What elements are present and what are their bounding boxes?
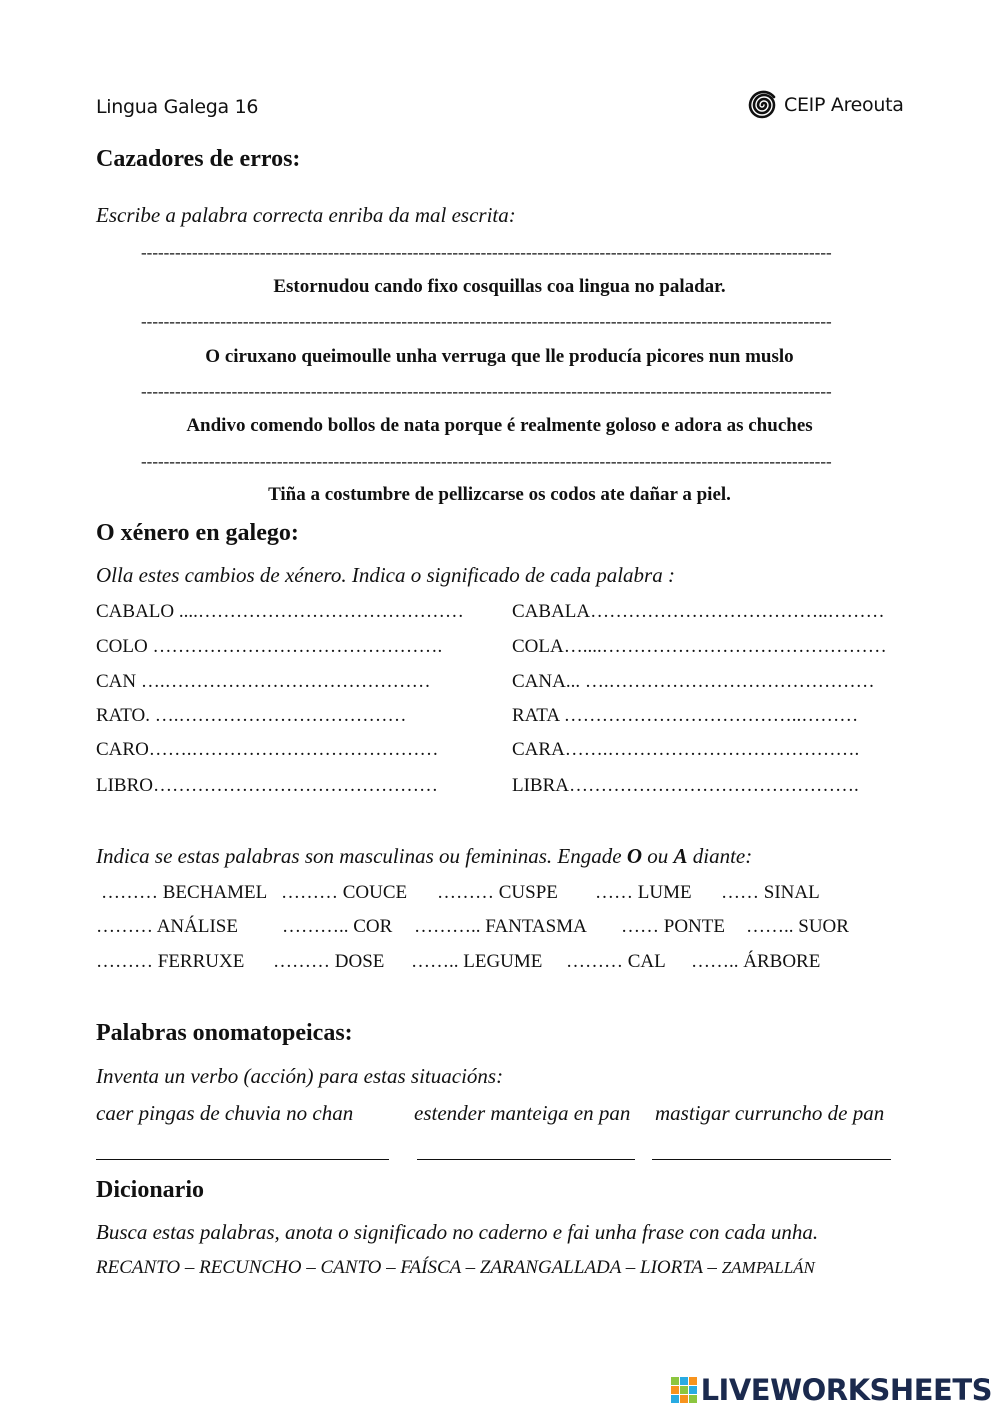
instruction-gender	[96, 844, 752, 869]
header-right: CEIP Areouta	[784, 94, 904, 116]
answer-blank-3[interactable]	[652, 1159, 891, 1160]
instruction-erros: Escribe a palabra correcta enriba da mal escrita:	[96, 203, 516, 227]
gender-word[interactable]: ……….. COR	[282, 916, 393, 937]
word-list-main: RECANTO – RECUNCHO – CANTO – FAÍSCA – ZARANGALLADA – LIORTA –	[96, 1257, 722, 1278]
section-title-dicionario: Dicionario	[96, 1177, 204, 1203]
pair-left-2[interactable]: COLO ……………………………………….	[96, 636, 443, 657]
answer-blank-2[interactable]	[417, 1159, 635, 1160]
gender-word[interactable]: …… PONTE	[621, 916, 725, 937]
liveworksheets-logo	[671, 1373, 992, 1407]
gender-word[interactable]: ……… BECHAMEL	[101, 882, 268, 903]
pair-left-3[interactable]: CAN ….……………………………………	[96, 671, 431, 692]
section-title-xenero: O xénero en galego:	[96, 520, 299, 546]
sentence-3: Andivo comendo bollos de nata porque é realmente goloso e adora as chuches	[186, 415, 813, 436]
instruction-dicionario: Busca estas palabras, anota o significado no caderno e fai unha frase con cada unha.	[96, 1220, 819, 1244]
instruction-onomatopeicas: Inventa un verbo (acción) para estas situacións:	[96, 1064, 504, 1088]
pair-right-4[interactable]: RATA ………………………………..………	[512, 705, 859, 726]
header-left: Lingua Galega 16	[96, 96, 259, 118]
gender-word[interactable]: …….. LEGUME	[411, 951, 543, 972]
answer-line-4[interactable]: --------------------------------------------------------------------------------------------------------------------------	[141, 452, 832, 471]
pair-left-4[interactable]: RATO. ….………………………………	[96, 705, 407, 726]
answer-line-1[interactable]: --------------------------------------------------------------------------------------------------------------------------	[141, 243, 832, 262]
pair-left-1[interactable]: CABALO ....……………………………………	[96, 601, 464, 622]
pair-right-5[interactable]: CARA…….………………………………….	[512, 739, 860, 760]
pair-left-6[interactable]: LIBRO………………………………………	[96, 775, 438, 796]
answer-blank-1[interactable]	[96, 1159, 389, 1160]
spiral-logo-icon	[748, 89, 780, 121]
pair-right-1[interactable]: CABALA………………………………..………	[512, 601, 885, 622]
letter-a: A	[673, 844, 688, 868]
gender-word[interactable]: ……… DOSE	[273, 951, 385, 972]
situation-2: estender manteiga en pan	[414, 1101, 631, 1125]
pair-right-2[interactable]: COLA…....………………………………………	[512, 636, 887, 657]
sentence-1: Estornudou cando fixo cosquillas coa lingua no paladar.	[273, 276, 726, 297]
instruction-gender-a: Indica se estas palabras son masculinas ou femininas. Engade	[96, 844, 627, 868]
section-title-erros: Cazadores de erros:	[96, 146, 301, 172]
gender-word[interactable]: …… LUME	[595, 882, 692, 903]
instruction-xenero: Olla estes cambios de xénero. Indica o significado de cada palabra :	[96, 563, 675, 587]
gender-word[interactable]: ……… CAL	[566, 951, 666, 972]
answer-line-2[interactable]: --------------------------------------------------------------------------------------------------------------------------	[141, 312, 832, 331]
letter-o: O	[626, 844, 642, 868]
gender-word[interactable]: ……….. FANTASMA	[414, 916, 587, 937]
instruction-gender-mid: ou	[641, 844, 674, 868]
pair-right-3[interactable]: CANA... ….……………………………………	[512, 671, 875, 692]
sentence-4: Tiña a costumbre de pellizcarse os codos ate dañar a piel.	[268, 484, 731, 505]
pair-left-5[interactable]: CARO…….…………………………………	[96, 739, 439, 760]
gender-word[interactable]: …… SINAL	[721, 882, 820, 903]
gender-word[interactable]: ……… ANÁLISE	[96, 916, 238, 937]
answer-line-3[interactable]: --------------------------------------------------------------------------------------------------------------------------	[141, 382, 832, 401]
section-title-onomatopeicas: Palabras onomatopeicas:	[96, 1020, 353, 1046]
sentence-2: O ciruxano queimoulle unha verruga que lle producía picores nun muslo	[205, 346, 794, 367]
brand-name: LIVEWORKSHEETS	[700, 1373, 992, 1407]
gender-word[interactable]: ……… CUSPE	[437, 882, 558, 903]
instruction-gender-b: diante:	[687, 844, 753, 868]
gender-word[interactable]: ……… COUCE	[281, 882, 408, 903]
word-list	[96, 1257, 815, 1279]
gender-word[interactable]: …….. ÁRBORE	[691, 951, 821, 972]
gender-word[interactable]: …….. SUOR	[746, 916, 849, 937]
situation-1: caer pingas de chuvia no chan	[96, 1101, 354, 1125]
pair-right-6[interactable]: LIBRA……………………………………….	[512, 775, 859, 796]
word-list-last: ZAMPALLÁN	[721, 1258, 815, 1277]
gender-word[interactable]: ……… FERRUXE	[96, 951, 245, 972]
school-badge	[748, 89, 904, 121]
brand-mark-icon	[671, 1377, 697, 1403]
situation-3: mastigar curruncho de pan	[655, 1101, 885, 1125]
